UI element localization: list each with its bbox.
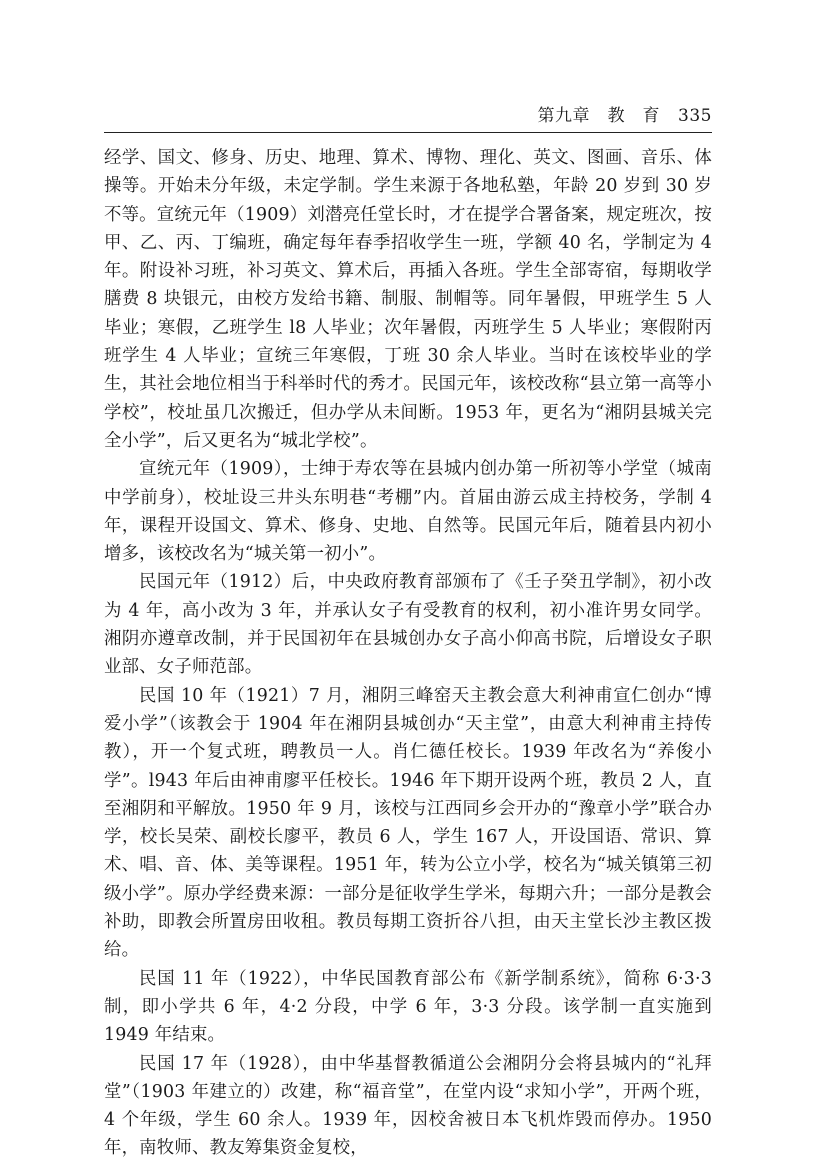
paragraph: 民国 17 年（1928），由中华基督教循道公会湘阴分会将县城内的“礼拜堂”（1903 年建立的）改建，称“福音堂”，在堂内设“求知小学”，开两个班，4 个年级，学生 60 余人。1939 年，因校舍被日本飞机炸毁而停办。1950 年，南牧师、教友筹集资金复校， [104, 1053, 712, 1159]
paragraph: 民国元年（1912）后，中央政府教育部颁布了《壬子癸丑学制》，初小改为 4 年，高小改为 3 年，并承认女子有受教育的权利，初小准许男女同学。湘阴亦遵章改制，并于民国初年在县城创办女子高小仰高书院，后增设女子职业部、女子师范部。 [104, 572, 712, 678]
paragraph-continued: 经学、国文、修身、历史、地理、算术、博物、理化、英文、图画、音乐、体操等。开始未分年级，未定学制。学生来源于各地私塾，年龄 20 岁到 30 岁不等。宣统元年（1909）刘潜亮任堂长时，才在提学合署备案，规定班次，按甲、乙、丙、丁编班，确定每年春季招收学生一班，学额 40 名，学制定为 4 年。附设补习班，补习英文、算术后，再插入各班。学生全部寄宿，每期收学膳费 8 块银元，由校方发给书籍、制服、制帽等。同年暑假，甲班学生 5 人毕业；寒假，乙班学生 l8 人毕业；次年暑假，丙班学生 5 人毕业；寒假附丙班学生 4 人毕业；宣统三年寒假，丁班 30 余人毕业。当时在该校毕业的学生，其社会地位相当于科举时代的秀才。民国元年，该校改称“县立第一高等小学校”，校址虽几次搬迁，但办学从未间断。1953 年，更名为“湘阴县城关完全小学”，后又更名为“城北学校”。 [104, 148, 712, 451]
paragraph: 民国 10 年（1921）7 月，湘阴三峰窑天主教会意大利神甫宣仁创办“博爱小学”（该教会于 1904 年在湘阴县城创办“天主堂”，由意大利神甫主持传教），开一个复式班，聘教员一人。肖仁德任校长。1939 年改名为“养俊小学”。l943 年后由神甫廖平任校长。1946 年下期开设两个班，教员 2 人，直至湘阴和平解放。1950 年 9 月，该校与江西同乡会开办的“豫章小学”联合办学，校长吴荣、副校长廖平，教员 6 人，学生 167 人，开设国语、常识、算术、唱、音、体、美等课程。1951 年，转为公立小学，校名为“城关镇第三初级小学”。原办学经费来源：一部分是征收学生学米，每期六升；一部分是教会补助，即教会所置房田收租。教员每期工资折谷八担，由天主堂长沙主教区拨给。 [104, 685, 712, 961]
running-header [104, 103, 712, 133]
body-text [104, 144, 712, 1163]
page-number: 335 [678, 106, 712, 126]
paragraph: 民国 11 年（1922），中华民国教育部公布《新学制系统》，简称 6·3·3 制，即小学共 6 年，4·2 分段，中学 6 年，3·3 分段。该学制一直实施到 1949 年结束。 [104, 968, 712, 1046]
paragraph: 宣统元年（1909），士绅于寿农等在县城内创办第一所初等小学堂（城南中学前身），校址设三井头东明巷“考棚”内。首届由游云成主持校务，学制 4 年，课程开设国文、算术、修身、史地、自然等。民国元年后，随着县内初小增多，该校改名为“城关第一初小”。 [104, 459, 712, 565]
chapter-title: 第九章 教 育 [537, 106, 661, 126]
